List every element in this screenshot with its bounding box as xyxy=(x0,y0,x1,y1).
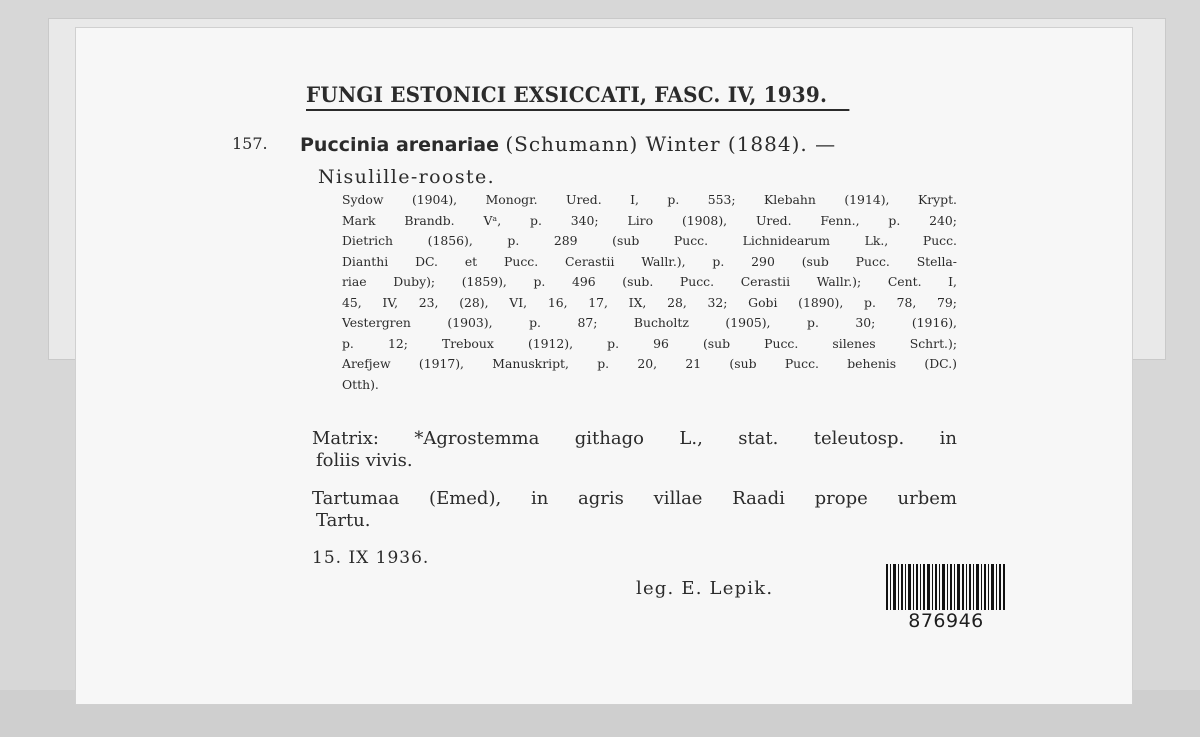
reference-line: Dianthi DC. et Pucc. Cerastii Wallr.), p. 290 (sub Pucc. Stella- xyxy=(342,253,957,269)
matrix-line: foliis vivis. xyxy=(316,450,413,471)
reference-line: Mark Brandb. Vᵃ, p. 340; Liro (1908), Ured. Fenn., p. 240; xyxy=(342,212,957,228)
collector: leg. E. Lepik. xyxy=(636,578,774,599)
vernacular-name: Nisulille-rooste. xyxy=(318,166,496,188)
matrix-line: Matrix: *Agrostemma githago L., stat. teleutosp. in xyxy=(312,428,957,449)
collection-date: 15. IX 1936. xyxy=(312,548,430,568)
species-name: Puccinia arenariae xyxy=(300,134,499,156)
locality-line: Tartu. xyxy=(316,510,371,531)
reference-line: Dietrich (1856), p. 289 (sub Pucc. Lichnidearum Lk., Pucc. xyxy=(342,233,957,248)
barcode-icon xyxy=(884,562,1008,612)
reference-line: Otth). xyxy=(342,376,379,392)
matrix-block xyxy=(312,428,957,472)
reference-line: Vestergren (1903), p. 87; Bucholtz (1905), p. 30; (1916), xyxy=(342,315,957,330)
locality-block xyxy=(312,488,957,532)
barcode-number: 876946 xyxy=(908,610,984,632)
species-author: (Schumann) Winter (1884). — xyxy=(505,132,837,156)
reference-line: p. 12; Treboux (1912), p. 96 (sub Pucc. silenes Schrt.); xyxy=(342,335,957,351)
locality-line: Tartumaa (Emed), in agris villae Raadi prope urbem xyxy=(312,488,957,509)
reference-line: 45, IV, 23, (28), VI, 16, 17, IX, 28, 32; Gobi (1890), p. 78, 79; xyxy=(342,294,957,310)
references-block xyxy=(342,190,957,395)
reference-line: riae Duby); (1859), p. 496 (sub. Pucc. Cerastii Wallr.); Cent. I, xyxy=(342,274,957,289)
reference-line: Sydow (1904), Monogr. Ured. I, p. 553; Klebahn (1914), Krypt. xyxy=(342,192,957,207)
specimen-number: 157. xyxy=(232,134,268,153)
series-header: FUNGI ESTONICI EXSICCATI, FASC. IV, 1939. xyxy=(306,82,849,111)
reference-line: Arefjew (1917), Manuskript, p. 20, 21 (sub Pucc. behenis (DC.) xyxy=(342,356,957,371)
taxon-title xyxy=(300,132,836,156)
